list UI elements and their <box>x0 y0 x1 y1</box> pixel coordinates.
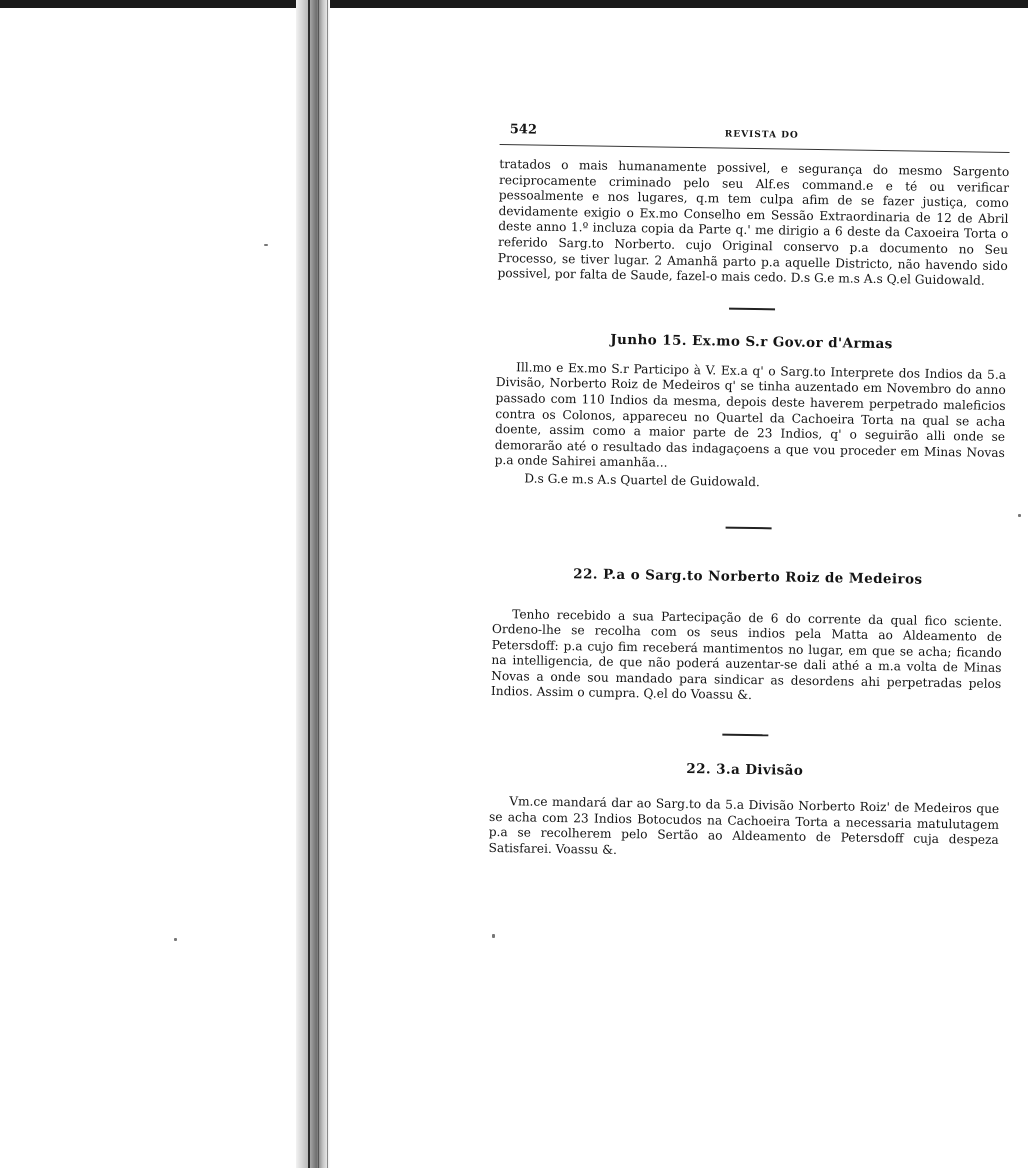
section-separator <box>722 734 768 737</box>
running-title: REVISTA DO <box>724 129 799 141</box>
scan-speck <box>174 938 177 941</box>
section-separator <box>726 526 772 529</box>
section-separator <box>729 307 775 310</box>
section-heading: Junho 15. Ex.mo S.r Gov.or d'Armas <box>610 331 893 352</box>
scan-top-border <box>0 0 1028 8</box>
scan-speck <box>1018 514 1021 517</box>
scan-speck <box>264 244 268 246</box>
running-header <box>500 118 1010 153</box>
letter-paragraph: Ill.mo e Ex.mo S.r Participo à V. Ex.a q' o Sarg.to Interprete dos Indios da 5.a Divisão, Norberto Roiz de Medeiros q' se tinha auzentado em Novembro do anno passado com 110 Indios da mesma, depois deste haverem perpetrado maleficios contra os Colonos, appareceu no Quartel da Cachoeira Torta na qual se acha doente, assim como a maior parte de 23 Indios, q' o seguirão alli onde se demorarão até o resultado das indagaçoens a que vou proceder em Minas Novas p.a onde Sahirei amanhãa... <box>494 360 1007 470</box>
gutter-line <box>308 0 310 1168</box>
paragraph-continuation: tratados o mais humanamente possivel, e segurança do mesmo Sargento reciprocamente criminado pelo seu Alf.es command.e e té ou verificar pessoalmente e nos lugares, q.m tem culpa afim de se fazer justiça, como devidamente exigio o Ex.mo Conselho em Sessão Extraordinaria de 12 de Abril deste anno 1.º incluza copia da Parte q.' me dirigio a 6 deste da Caxoeira Torta o referido Sarg.to Norberto. cujo Original conservo p.a documento no Seu Processo, se tiver lugar. 2 Amanhã parto p.a aquelle Districto, não havendo sido possivel, por falta de Saude, fazel-o mais cedo. D.s G.e m.s A.s Q.el Guidowald. <box>497 156 1010 288</box>
letter-paragraph: Vm.ce mandará dar ao Sarg.to da 5.a Divisão Norberto Roiz' de Medeiros que se acha com 23 Indios Botocudos na Cachoeira Torta a necessaria matulutagem p.a se recolherem pelo Sertão ao Aldeamento de Petersdoff cuja despeza Satisfarei. Voassu &. <box>488 794 1000 857</box>
section-heading: 22. 3.a Divisão <box>686 761 804 779</box>
book-gutter-shadow <box>296 0 330 1168</box>
book-page <box>485 118 1010 1106</box>
gutter-line <box>318 0 319 1168</box>
gutter-line <box>327 0 328 1168</box>
section-heading: 22. P.a o Sarg.to Norberto Roiz de Medeiros <box>573 565 923 588</box>
letter-paragraph: Tenho recebido a sua Partecipação de 6 do corrente da qual fico sciente. Ordeno-lhe se recolha com os seus indios pela Matta ao Aldeamento de Petersdoff: p.a cujo fim receberá mantimentos no lugar, em que se acha; ficando na intelligencia, de que não poderá auzentar-se dali athé a m.a volta de Minas Novas a onde sou mandado para sindicar as desordens ahi perpetradas pelos Indios. Assim o cumpra. Q.el do Voassu &. <box>490 606 1003 703</box>
page-number: 542 <box>509 122 538 138</box>
letter-signoff: D.s G.e m.s A.s Quartel de Guidowald. <box>524 471 760 490</box>
